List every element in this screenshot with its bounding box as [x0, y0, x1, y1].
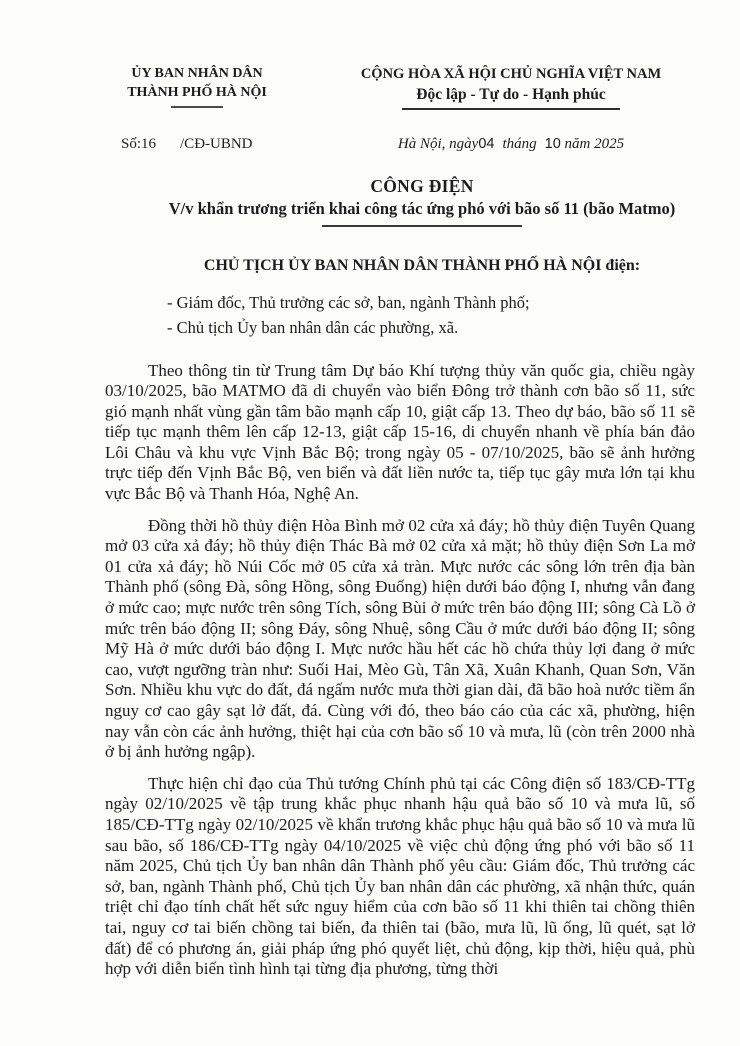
recipient-item: - Giám đốc, Thủ trưởng các sở, ban, ngành Thành phố;	[167, 292, 530, 312]
subject-underline	[322, 225, 522, 227]
dateline-month: 10	[544, 136, 561, 152]
paragraph: Theo thông tin từ Trung tâm Dự báo Khí tượng thủy văn quốc gia, chiều ngày 03/10/2025, bão MATMO đã di chuyển vào biển Đông trở thành cơn bão số 11, sức gió mạnh nhất vùng gần tâm bão mạnh cấp 10, giật cấp 13. Theo dự báo, bão số 11 sẽ tiếp tục mạnh thêm lên cấp 12-13, giật cấp 15-16, di chuyển nhanh về phía bán đảo Lôi Châu và khu vực Vịnh Bắc Bộ; trong ngày 05 - 07/10/2025, bão sẽ ảnh hưởng trực tiếp đến Vịnh Bắc Bộ, ven biển và đất liền nước ta, tiếp tục gây mưa lớn tại khu vực Bắc Bộ và Thanh Hóa, Nghệ An.	[105, 360, 695, 504]
issuer-underline	[171, 106, 223, 108]
doc-number-suffix: /CĐ-UBND	[180, 136, 253, 152]
paragraph: Thực hiện chỉ đạo của Thủ tướng Chính phủ tại các Công điện số 183/CĐ-TTg ngày 02/10/2025 về tập trung khắc phục nhanh hậu quả bão số 10 và mưa lũ, số 185/CĐ-TTg ngày 02/10/2025 về khẩn trương khắc phục hậu quả bão số 10 và mưa lũ sau bão, số 186/CĐ-TTg ngày 04/10/2025 về việc chủ động ứng phó với bão số 11 năm 2025, Chủ tịch Ủy ban nhân dân Thành phố yêu cầu: Giám đốc, Thủ trưởng các sở, ban, ngành Thành phố, Chủ tịch Ủy ban nhân dân các phường, xã nhận thức, quán triệt chỉ đạo tính chất hết sức nguy hiểm của cơn bão số 11 khi thiên tai chồng thiên tai, nguy cơ tai biến chồng tai biến, đa thiên tai (bão, mưa lũ, lũ ống, lũ quét, sạt lở đất) để có phương án, giải pháp ứng phó quyết liệt, chủ động, kịp thời, hiệu quả, phù hợp với diễn biến tình hình tại từng địa phương, từng thời	[105, 773, 695, 979]
document-body	[105, 361, 695, 980]
issuer-line-2: THÀNH PHỐ HÀ NỘI	[127, 85, 267, 100]
doc-subject: V/v khẩn trương triển khai công tác ứng phó với bão số 11 (bão Matmo)	[168, 199, 676, 218]
doc-number	[105, 136, 253, 153]
dateline-year: năm 2025	[564, 136, 625, 152]
republic-block	[327, 64, 695, 110]
title-block	[127, 175, 717, 227]
dateline-place: Hà Nội, ngày	[397, 136, 479, 152]
document-header	[105, 64, 695, 110]
issuer-block	[97, 64, 297, 108]
dateline	[327, 136, 695, 153]
paragraph: Đồng thời hồ thủy điện Hòa Bình mở 02 cửa xả đáy; hồ thủy điện Tuyên Quang mở 03 cửa xả đáy; hồ thủy điện Thác Bà mở 02 cửa xả mặt; hồ thủy điện Sơn La mở 01 cửa xả đáy; hồ Núi Cốc mở 05 cửa xả tràn. Mực nước các sông lớn trên địa bàn Thành phố (sông Đà, sông Hồng, sông Đuống) hiện dưới báo động I, nhưng vẫn đang ở mức cao; mực nước trên sông Tích, sông Bùi ở mức trên báo động III; sông Cà Lồ ở mức trên báo động II; sông Đáy, sông Nhuệ, sông Cầu ở mức dưới báo động II; sông Mỹ Hà ở mức dưới báo động I. Mực nước hầu hết các hồ chứa thủy lợi đang ở mức cao, vượt ngưỡng tràn như: Suối Hai, Mèo Gù, Tân Xã, Xuân Khanh, Quan Sơn, Văn Sơn. Nhiều khu vực do đất, đá ngấm nước mưa thời gian dài, đã bão hoà nước tiềm ẩn nguy cơ cao gây sạt lở đất, đá. Cùng với đó, theo báo cáo của các xã, phường, hiện nay vẫn còn các ảnh hưởng, thiệt hại của cơn bão số 10 và mưa, lũ (còn trên 2000 nhà ở bị ảnh hưởng ngập).	[105, 515, 695, 762]
doc-title: CÔNG ĐIỆN	[370, 176, 474, 196]
issuer-line-1: ỦY BAN NHÂN DÂN	[131, 66, 263, 81]
salutation: CHỦ TỊCH ỦY BAN NHÂN DÂN THÀNH PHỐ HÀ NỘI điện:	[203, 256, 641, 274]
recipient-item: - Chủ tịch Ủy ban nhân dân các phường, xã.	[167, 318, 459, 337]
doc-number-prefix: Số:16	[121, 136, 157, 152]
republic-motto-line-1: CỘNG HÒA XÃ HỘI CHỦ NGHĨA VIỆT NAM	[360, 66, 662, 82]
dateline-month-label: tháng	[502, 136, 537, 152]
republic-motto-line-2: Độc lập - Tự do - Hạnh phúc	[416, 86, 606, 103]
dateline-day: 04	[478, 136, 495, 152]
republic-underline	[402, 108, 620, 110]
number-date-row	[105, 136, 695, 153]
recipients-list	[167, 290, 695, 341]
